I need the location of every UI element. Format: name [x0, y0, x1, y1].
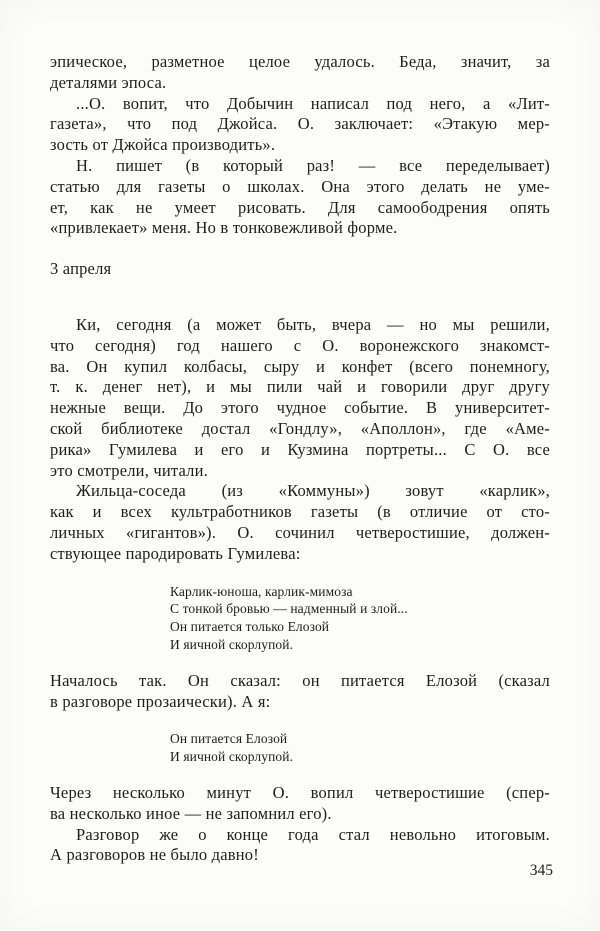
- text-line: Разговор же о конце года стал невольно итоговым.: [76, 824, 550, 844]
- text-line: ет, как не умеет рисовать. Для самоободрения опять: [50, 197, 550, 217]
- text-line: ...О. вопит, что Добычин написал под него, а «Лит-: [76, 93, 550, 113]
- text-line: зость от Джойса производить».: [50, 135, 276, 155]
- text-line: статью для газеты о школах. Она этого делать не уме-: [50, 176, 550, 196]
- verse-line: И яичной скорлупой.: [170, 636, 294, 652]
- text-line: ской библиотеке достал «Гондлу», «Аполлон», где «Аме-: [50, 418, 550, 438]
- text-line: газета», что под Джойса. О. заключает: «Этакую мер-: [50, 114, 550, 134]
- paragraph: [50, 315, 550, 481]
- verse-block: [50, 730, 550, 766]
- text-line: ва несколько иное — не запомнил его).: [50, 803, 332, 823]
- paragraph: [50, 94, 550, 156]
- verse-line: И яичной скорлупой.: [170, 749, 294, 765]
- paragraph: [50, 52, 550, 94]
- text-line: ва. Он купил колбасы, сыру и конфет (всего понемногу,: [50, 356, 550, 376]
- text-line: в разговоре прозаически). А я:: [50, 691, 271, 711]
- text-column: [50, 52, 550, 866]
- text-line: ствующее пародировать Гумилева:: [50, 543, 301, 563]
- text-line: Началось так. Он сказал: он питается Елозой (сказал: [50, 670, 550, 690]
- verse-line: Он питается только Елозой: [170, 619, 330, 635]
- text-line: как и всех культработников газеты (в отличие от сто-: [50, 502, 550, 522]
- text-line: А разговоров не было давно!: [50, 845, 259, 865]
- text-line: деталями эпоса.: [50, 72, 167, 92]
- paragraph: [50, 671, 550, 713]
- paragraph: [50, 783, 550, 825]
- verse-line: Он питается Елозой: [170, 731, 288, 747]
- date-heading: [50, 259, 550, 280]
- text-line: эпическое, разметное целое удалось. Беда, значит, за: [50, 52, 550, 71]
- text-line: что сегодня) год нашего с О. воронежского знакомст-: [50, 335, 550, 355]
- text-line: личных «гигантов»). О. сочинил четверостишие, должен-: [50, 522, 550, 542]
- page-number: 345: [529, 862, 553, 879]
- text-line: Жильца-соседа (из «Коммуны») зовут «карлик»,: [76, 481, 550, 501]
- paragraph: [50, 156, 550, 239]
- text-line: т. к. денег нет), и мы пили чай и говорили друг другу: [50, 377, 550, 397]
- verse-block: [50, 583, 550, 654]
- text-line: Ки, сегодня (а может быть, вчера — но мы решили,: [76, 314, 550, 334]
- text-line: 3 апреля: [50, 259, 112, 279]
- text-line: Через несколько минут О. вопил четверостишие (спер-: [50, 782, 550, 802]
- paragraph: [50, 825, 550, 867]
- text-line: это смотрели, читали.: [50, 460, 208, 480]
- text-line: нежные вещи. До этого чудное событие. В университет-: [50, 398, 550, 418]
- text-line: Н. пишет (в который раз! — все переделывает): [76, 155, 550, 175]
- verse-line: С тонкой бровью — надменный и злой...: [170, 601, 408, 617]
- paragraph: [50, 481, 550, 564]
- text-line: рика» Гумилева и его и Кузмина портреты... С О. все: [50, 439, 550, 459]
- text-line: «привлекает» меня. Но в тонковежливой форме.: [50, 218, 398, 238]
- verse-line: Карлик-юноша, карлик-мимоза: [170, 583, 353, 599]
